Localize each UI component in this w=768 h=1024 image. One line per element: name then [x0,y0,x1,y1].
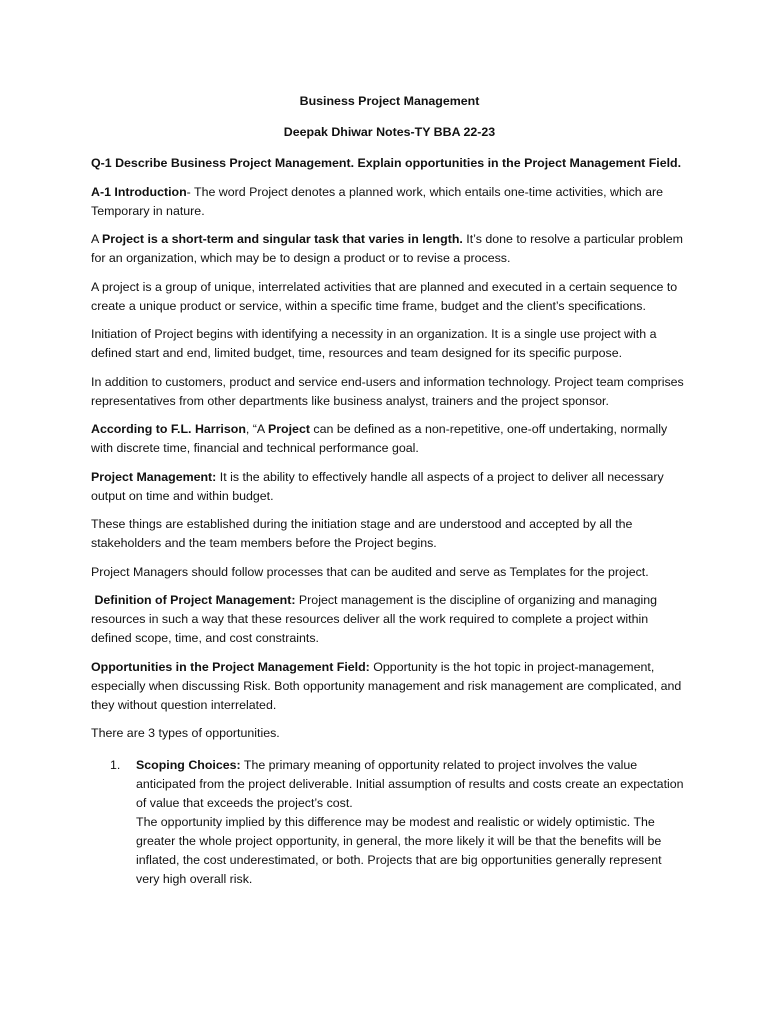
paragraph-text: Opportunity is the hot topic in project-management, especially when discussing Risk. Both opportunity management and risk management are complicated, and they without question interrelated. [91,659,682,712]
list-item-bold: Scoping Choices: [136,758,241,772]
paragraph-text: can be defined as a non-repetitive, one-off undertaking, normally with discrete time, financial and technical performance goal. [91,422,668,455]
paragraph-bold: According to F.L. Harrison [91,422,246,436]
paragraph-initiation-stage: These things are established during the initiation stage and are understood and accepted by all the stakeholders and the team members before the Project begins. [91,517,633,550]
paragraph-text: - The word Project denotes a planned work, which entails one-time activities, which are Temporary in nature. [91,184,664,218]
list-item [91,756,688,889]
paragraph-bold: Project is a short-term and singular task that varies in length. [102,232,463,246]
paragraph-opportunities [91,658,688,715]
paragraph-project-management [91,468,688,506]
paragraph-introduction [91,183,688,221]
paragraph-text: It’s done to resolve a particular problem for an organization, which may be to design a product or to revise a process. [91,232,684,265]
list-item-text: The opportunity implied by this difference may be modest and realistic or widely optimistic. The greater the whole project opportunity, in general, the more likely it will be that the benefits will be inflated, the cost underestimated, or both. Projects that are big opportunities generally represent very high overall risk. [136,815,662,886]
question-heading [91,154,688,173]
paragraph-project-group: A project is a group of unique, interrelated activities that are planned and executed in a certain sequence to create a unique product or service, within a specific time frame, budget and the client’s specifications. [91,279,678,313]
paragraph-types: There are 3 types of opportunities. [91,726,280,740]
paragraph-text: It is the ability to effectively handle all aspects of a project to deliver all necessary output on time and within budget. [91,469,664,503]
paragraph-initiation: Initiation of Project begins with identifying a necessity in an organization. It is a single use project with a defined start and end, limited budget, time, resources and team designed for its specific purpose. [91,327,657,360]
paragraph-bold: Opportunities in the Project Management Field: [91,659,370,674]
document-subtitle: Deepak Dhiwar Notes-TY BBA 22-23 [283,125,496,139]
question-text: Q-1 Describe Business Project Management. Explain opportunities in the Project Management Field. [91,156,682,170]
opportunity-list [91,756,688,889]
paragraph-text: A [91,232,103,246]
list-item-number: 1. [110,758,121,772]
paragraph-project-definition [91,230,688,268]
paragraph-bold: Project Management: [91,469,217,484]
paragraph-project-managers: Project Managers should follow processes that can be audited and serve as Templates for the project. [91,564,649,579]
paragraph-bold: Project [267,422,310,436]
paragraph-project-team: In addition to customers, product and service end-users and information technology. Project team comprises representatives from other departments like business analyst, trainers and the project sponsor. [91,374,684,408]
paragraph-bold: Definition of Project Management: [94,593,296,607]
paragraph-bold: A-1 Introduction [91,184,187,199]
list-item-text: The primary meaning of opportunity related to project involves the value anticipated from the project deliverable. Initial assumption of results and costs create an expectation of value that exceeds the project’s cost. [136,758,684,810]
paragraph-text: Project management is the discipline of organizing and managing resources in such a way that these resources deliver all the work required to complete a project within defined scope, time, and cost constraints. [91,593,658,645]
document-title: Business Project Management [299,94,480,108]
paragraph-definition [91,591,688,648]
paragraph-harrison [91,420,688,458]
paragraph-text: , “A [245,422,268,436]
